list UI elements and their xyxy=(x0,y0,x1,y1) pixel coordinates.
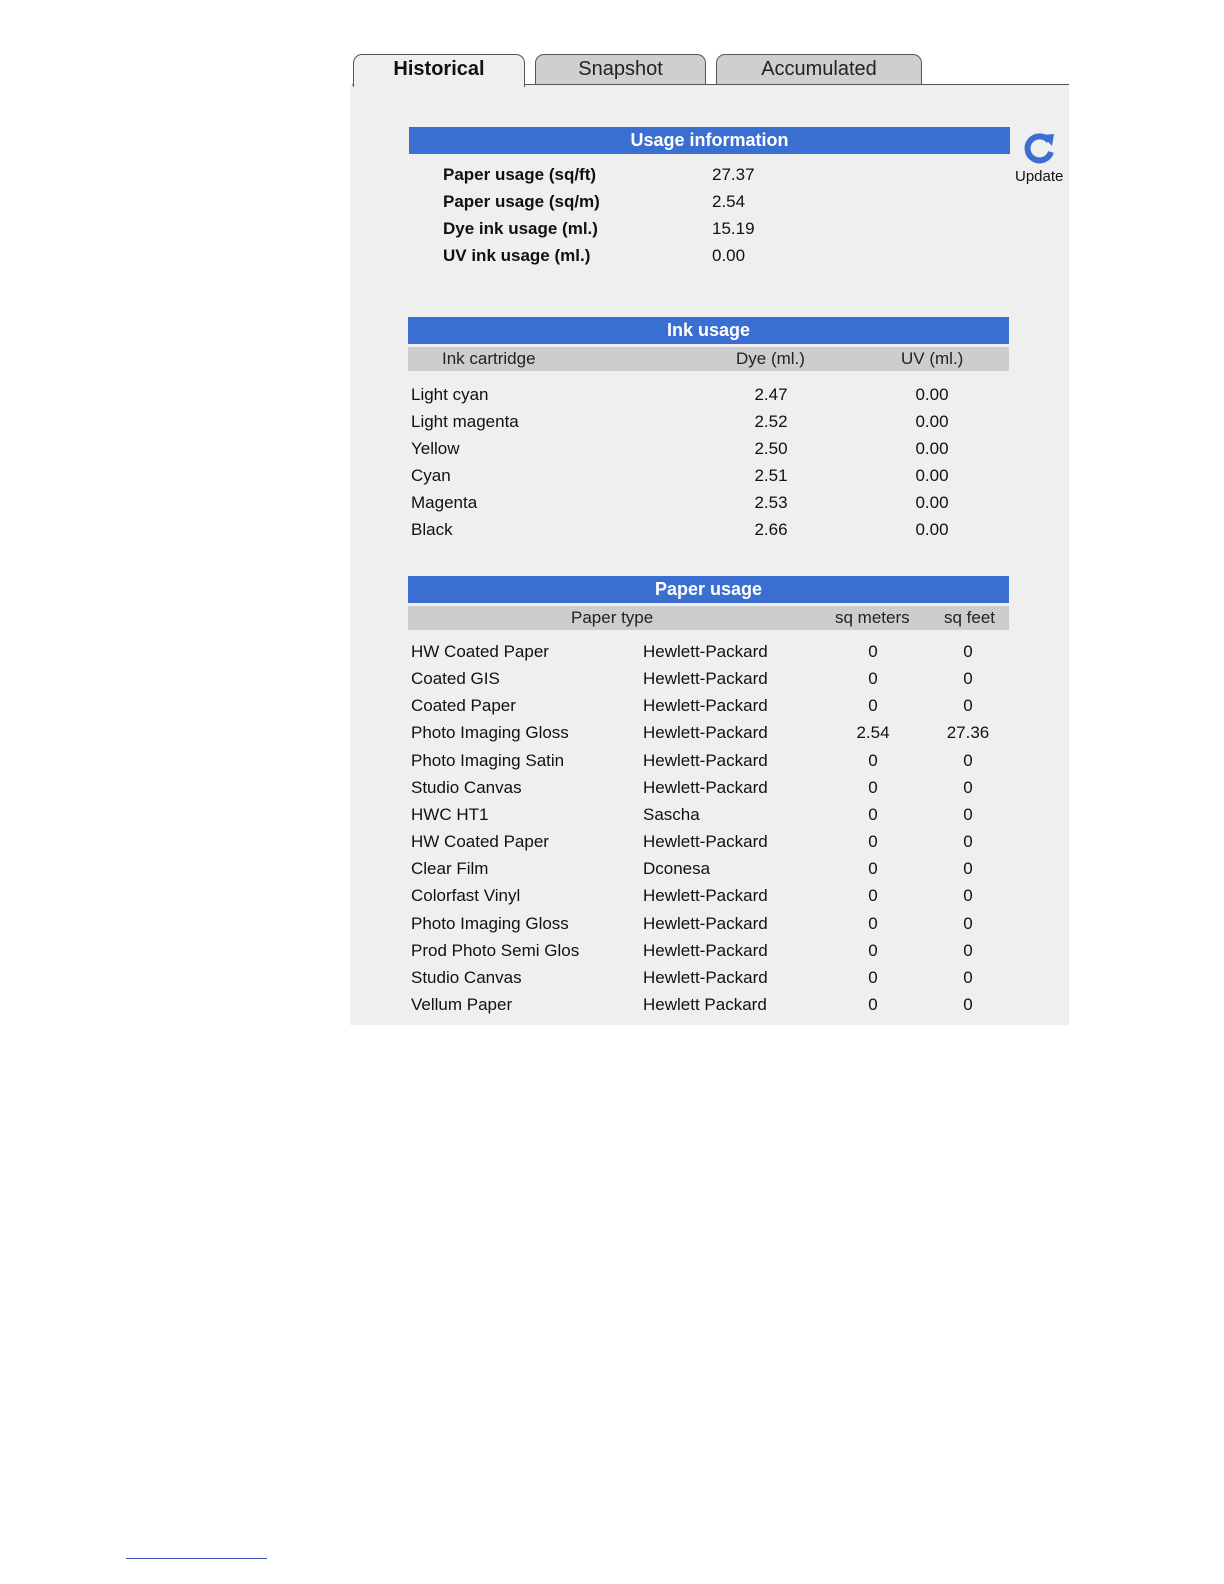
paper-sq-meters: 0 xyxy=(868,669,878,689)
paper-type-name: Coated Paper xyxy=(411,696,516,716)
usage-label: Dye ink usage (ml.) xyxy=(443,219,598,238)
paper-type-column-label: Paper type xyxy=(571,608,654,627)
paper-type-name: HWC HT1 xyxy=(411,804,489,824)
paper-sq-feet: 0 xyxy=(963,832,973,852)
usage-label: Paper usage (sq/ft) xyxy=(443,165,597,184)
paper-sq-meters: 0 xyxy=(868,994,878,1014)
paper-sq-meters: 0 xyxy=(868,777,878,797)
paper-sq-meters: 0 xyxy=(868,859,878,879)
paper-sq-meters: 0 xyxy=(868,940,878,960)
paper-sq-meters: 0 xyxy=(868,696,878,716)
paper-sq-feet: 0 xyxy=(963,669,973,689)
paper-vendor: Hewlett-Packard xyxy=(643,886,768,906)
paper-vendor: Hewlett-Packard xyxy=(643,723,768,743)
ink-uv-value: 0.00 xyxy=(915,466,949,485)
ink-cartridge-name: Cyan xyxy=(411,466,451,485)
paper-usage-column-header xyxy=(408,606,1009,630)
paper-vendor: Hewlett-Packard xyxy=(643,669,768,689)
paper-vendor: Sascha xyxy=(643,804,700,824)
usage-label: UV ink usage (ml.) xyxy=(443,246,591,265)
ink-dye-value: 2.51 xyxy=(754,466,788,485)
paper-type-name: HW Coated Paper xyxy=(411,642,549,661)
paper-sq-feet: 0 xyxy=(963,913,973,933)
ink-cartridge-name: Light cyan xyxy=(411,385,489,404)
sq-meters-column-label: sq meters xyxy=(835,608,910,627)
paper-vendor: Hewlett-Packard xyxy=(643,777,768,797)
paper-sq-feet: 0 xyxy=(963,940,973,960)
ink-cartridge-name: Yellow xyxy=(411,439,460,458)
paper-sq-feet: 0 xyxy=(963,859,973,879)
paper-sq-feet: 0 xyxy=(963,886,973,906)
paper-sq-feet: 0 xyxy=(963,804,973,824)
ink-dye-value: 2.47 xyxy=(754,385,788,404)
ink-uv-value: 0.00 xyxy=(915,520,949,539)
paper-type-name: Studio Canvas xyxy=(411,777,522,797)
ink-uv-value: 0.00 xyxy=(915,412,949,431)
ink-cartridge-name: Black xyxy=(411,520,453,539)
usage-label: Paper usage (sq/m) xyxy=(443,192,600,211)
ink-dye-value: 2.53 xyxy=(754,493,788,512)
update-button[interactable] xyxy=(1012,128,1070,190)
paper-vendor: Dconesa xyxy=(643,859,711,879)
ink-uv-value: 0.00 xyxy=(915,439,949,458)
paper-type-name: Photo Imaging Gloss xyxy=(411,723,569,743)
paper-vendor: Hewlett-Packard xyxy=(643,940,768,960)
ink-usage-column-header xyxy=(408,347,1009,371)
ink-dye-value: 2.52 xyxy=(754,412,788,431)
dye-column-label: Dye (ml.) xyxy=(736,349,805,368)
paper-sq-meters: 2.54 xyxy=(856,723,890,743)
paper-vendor: Hewlett-Packard xyxy=(643,642,768,661)
ink-uv-value: 0.00 xyxy=(915,493,949,512)
ink-dye-value: 2.66 xyxy=(754,520,788,539)
paper-type-name: Photo Imaging Gloss xyxy=(411,913,569,933)
ink-cartridge-name: Magenta xyxy=(411,493,478,512)
usage-value: 15.19 xyxy=(712,219,755,238)
tab-accumulated[interactable]: Accumulated xyxy=(716,54,922,85)
ink-usage-header: Ink usage xyxy=(408,317,1009,344)
paper-type-name: Clear Film xyxy=(411,859,489,879)
paper-sq-meters: 0 xyxy=(868,804,878,824)
ink-cartridge-column-label: Ink cartridge xyxy=(442,349,536,368)
paper-vendor: Hewlett Packard xyxy=(643,994,767,1014)
tab-snapshot[interactable]: Snapshot xyxy=(535,54,706,85)
paper-type-name: Vellum Paper xyxy=(411,994,513,1014)
paper-type-name: HW Coated Paper xyxy=(411,832,549,852)
paper-sq-meters: 0 xyxy=(868,913,878,933)
ink-dye-value: 2.50 xyxy=(754,439,788,458)
usage-value: 0.00 xyxy=(712,246,746,265)
paper-type-name: Colorfast Vinyl xyxy=(411,886,521,906)
paper-sq-feet: 0 xyxy=(963,696,973,716)
tab-historical[interactable]: Historical xyxy=(353,54,525,87)
paper-vendor: Hewlett-Packard xyxy=(643,967,768,987)
paper-type-name: Studio Canvas xyxy=(411,967,522,987)
paper-sq-feet: 0 xyxy=(963,642,973,661)
usage-value: 2.54 xyxy=(712,192,746,211)
paper-sq-feet: 0 xyxy=(963,967,973,987)
paper-sq-meters: 0 xyxy=(868,886,878,906)
paper-sq-feet: 0 xyxy=(963,777,973,797)
paper-sq-meters: 0 xyxy=(868,642,878,661)
paper-sq-feet: 27.36 xyxy=(946,723,990,743)
paper-type-name: Prod Photo Semi Glos xyxy=(411,940,580,960)
usage-value: 27.37 xyxy=(712,165,755,184)
paper-vendor: Hewlett-Packard xyxy=(643,750,768,770)
paper-vendor: Hewlett-Packard xyxy=(643,832,768,852)
sq-feet-column-label: sq feet xyxy=(944,608,996,627)
ink-cartridge-name: Light magenta xyxy=(411,412,519,431)
paper-vendor: Hewlett-Packard xyxy=(643,913,768,933)
refresh-icon xyxy=(1023,132,1057,166)
paper-sq-meters: 0 xyxy=(868,750,878,770)
paper-sq-meters: 0 xyxy=(868,967,878,987)
usage-information-header: Usage information xyxy=(409,127,1010,154)
footnote-rule xyxy=(126,1558,267,1559)
paper-type-name: Photo Imaging Satin xyxy=(411,750,565,770)
paper-sq-meters: 0 xyxy=(868,832,878,852)
paper-type-name: Coated GIS xyxy=(411,669,500,689)
update-label: Update xyxy=(1015,168,1064,185)
paper-sq-feet: 0 xyxy=(963,994,973,1014)
uv-column-label: UV (ml.) xyxy=(901,349,964,368)
paper-usage-header: Paper usage xyxy=(408,576,1009,603)
paper-sq-feet: 0 xyxy=(963,750,973,770)
paper-vendor: Hewlett-Packard xyxy=(643,696,768,716)
ink-uv-value: 0.00 xyxy=(915,385,949,404)
